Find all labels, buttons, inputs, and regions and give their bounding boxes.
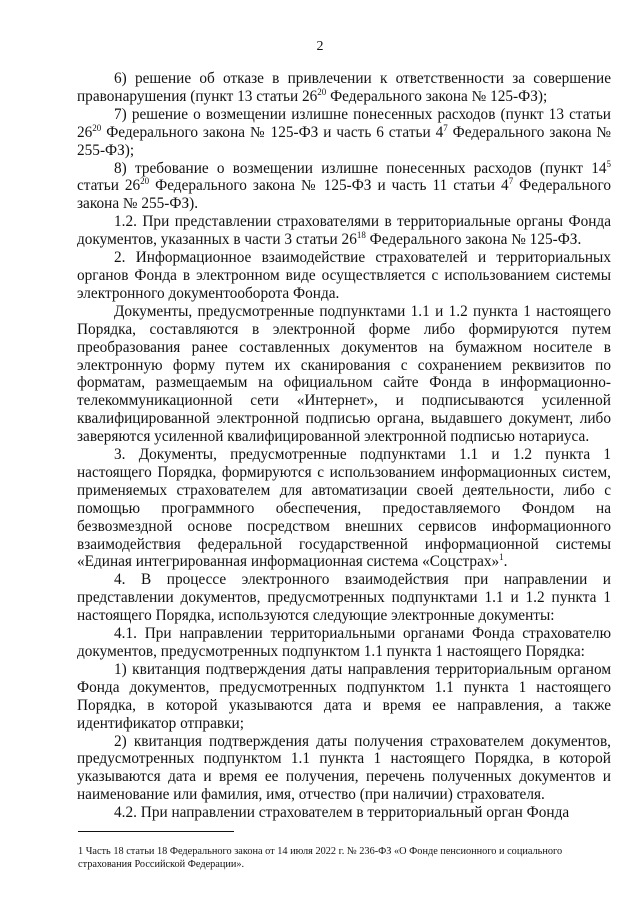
paragraph-4-2: 4.2. При направлении страхователем в территориальный орган Фонда — [114, 804, 570, 822]
paragraph-4: 4. В процессе электронного взаимодействия при направлении и представлении документов, предусмотренных подпунктами 1.1 и 1.2 пункта 1 настоящего Порядка, используются следующие электронные документы: — [77, 571, 611, 625]
page-number: 2 — [316, 39, 324, 54]
paragraph-item-6: 6) решение об отказе в привлечении к ответственности за совершение правонарушения (пункт 13 статьи $26^{20}$ Федерального закона № 125-ФЗ); — [77, 70, 611, 105]
paragraph-4-1-item-1: 1) квитанция подтверждения даты направления территориальным органом Фонда документов, предусмотренных подпунктом 1.1 пункта 1 настоящего Порядка, в которой указываются дата и время ее направления, а также идентификатор отправки; — [77, 660, 611, 732]
paragraph-1-2: 1.2. При представлении страхователями в территориальные органы Фонда документов, указанных в части 3 статьи $26^{18}$ Федерального закона № 125-ФЗ. — [77, 213, 611, 249]
footnote-marker: 1 — [499, 552, 504, 563]
footnote-divider — [78, 831, 234, 832]
footnote: 1 Часть 18 статьи 18 Федерального закона от 14 июля 2022 г. № 236-ФЗ «О Фонде пенсионного и социального страхования Российской Федерации». — [78, 846, 563, 871]
paragraph-4-1-item-2: 2) квитанция подтверждения даты получения страхователем документов, предусмотренных подпунктом 1.1 пункта 1 настоящего Порядка, в которой указываются дата и время ее получения, перечень полученных документов и наименование или фамилия, имя, отчество (при наличии) страхователя. — [77, 732, 611, 804]
paragraph-2: 2. Информационное взаимодействие страхователей и территориальных органов Фонда в электронном виде осуществляется с использованием системы электронного документооборота Фонда. — [77, 249, 611, 302]
paragraph-item-7: 7) решение о возмещении излишне понесенных расходов (пункт 13 статьи $26^{20}$ Федерального закона № 125-ФЗ и часть 6 статьи $4^7$ Федерального закона № 255-ФЗ); — [77, 105, 611, 159]
paragraph-item-8: 8) требование о возмещении излишне понесенных расходов (пункт $14^5$ статьи $26^{20}$ Федерального закона № 125-ФЗ и часть 11 статьи $4^7$ Федерального закона № 255-ФЗ). — [77, 158, 611, 213]
paragraph-3: 3. Документы, предусмотренные подпунктами 1.1 и 1.2 пункта 1 настоящего Порядка, формируются с использованием информационных систем, применяемых страхователем для автоматизации своей деятельности, либо с помощью программного обеспечения, предоставляемого Фондом на безвозмездной основе посредством внешних сервисов информационного взаимодействия федеральной государственной информационной системы «Единая интегрированная информационная система «Соцстрах»$^1$. — [77, 446, 611, 571]
paragraph-4-1: 4.1. При направлении территориальными органами Фонда страхователю документов, предусмотренных подпунктом 1.1 пункта 1 настоящего Порядка: — [77, 625, 611, 660]
paragraph-documents: Документы, предусмотренные подпунктами 1.1 и 1.2 пункта 1 настоящего Порядка, составляются в электронной форме либо формируются путем преобразования ранее составленных документов на бумажном носителе в электронную форму путем их сканирования с сохранением реквизитов по форматам, размещаемым на официальном сайте Фонда в информационно-телекоммуникационной сети «Интернет», и подписываются усиленной квалифицированной электронной подписью органа, выдавшего документ, либо заверяются усиленной квалифицированной электронной подписью нотариуса. — [77, 302, 611, 446]
document-body — [77, 70, 611, 822]
